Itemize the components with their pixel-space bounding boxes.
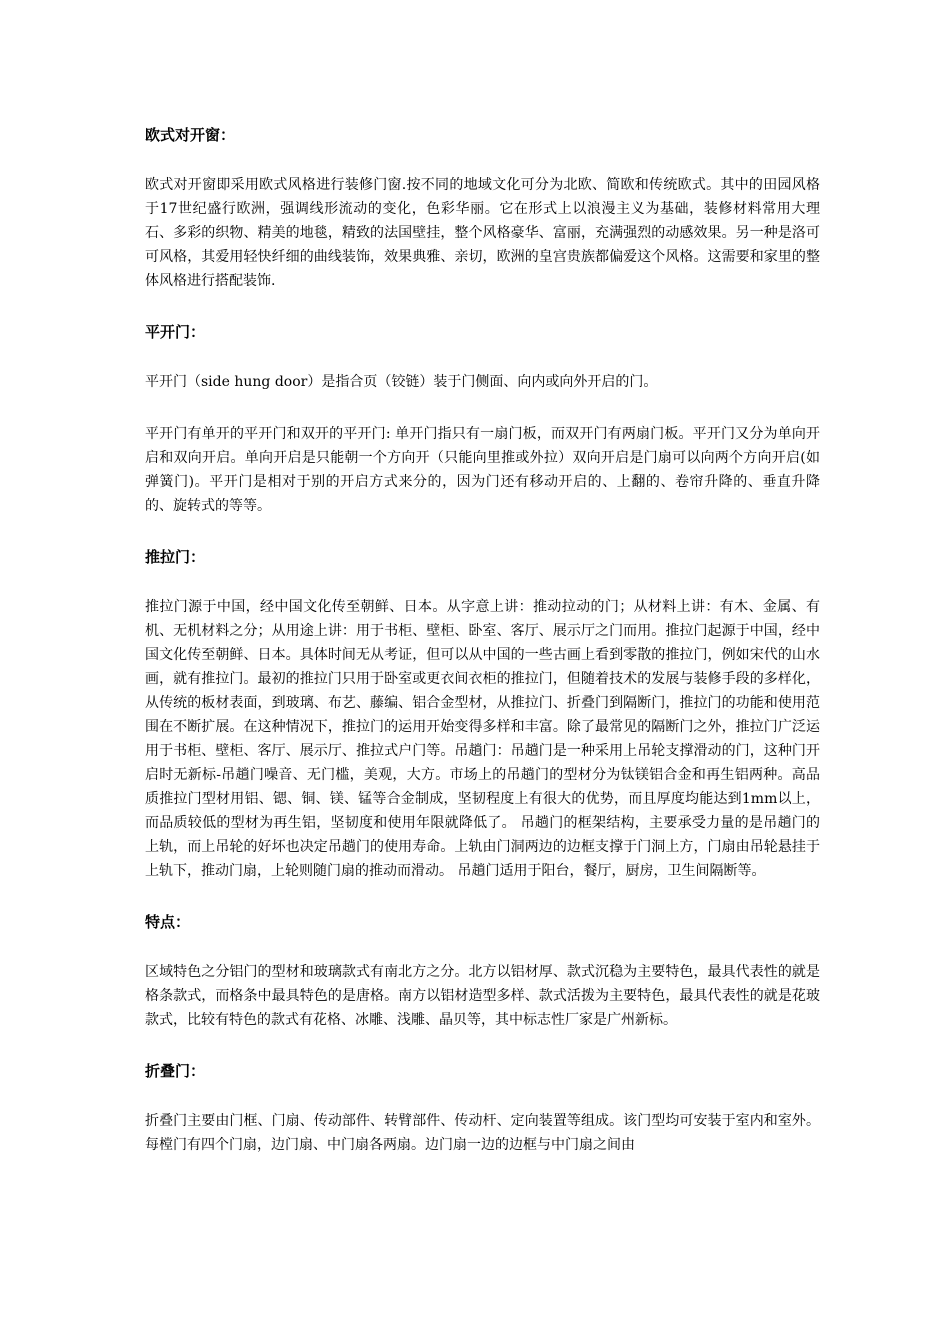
section-features	[145, 911, 820, 1032]
section-paragraph: 平开门有单开的平开门和双开的平开门: 单开门指只有一扇门板，而双开门有两扇门板。平开门又分为单向开启和双向开启。单向开启是只能朝一个方向开（只能向里推或外拉）双向开启是门扇可以向两个方向开启(如弹簧门)。平开门是相对于别的开启方式来分的，因为门还有移动开启的、上翻的、卷帘升降的、垂直升降的、旋转式的等等。	[145, 426, 820, 514]
section-heading: 平开门：	[145, 323, 206, 341]
section-paragraph: 欧式对开窗即采用欧式风格进行装修门窗.按不同的地域文化可分为北欧、简欧和传统欧式。其中的田园风格于17世纪盛行欧洲，强调线形流动的变化，色彩华丽。它在形式上以浪漫主义为基础，装修材料常用大理石、多彩的织物、精美的地毯，精致的法国壁挂，整个风格豪华、富丽，充满强烈的动感效果。另一种是洛可可风格，其爱用轻快纤细的曲线装饰，效果典雅、亲切，欧洲的皇宫贵族都偏爱这个风格。这需要和家里的整体风格进行搭配装饰.	[145, 177, 820, 289]
section-paragraph: 平开门（side hung door）是指合页（铰链）装于门侧面、向内或向外开启的门。	[145, 374, 658, 390]
section-paragraph: 区域特色之分铝门的型材和玻璃款式有南北方之分。北方以铝材厚、款式沉稳为主要特色，最具代表性的就是格条款式，而格条中最具特色的是唐格。南方以铝材造型多样、款式活拨为主要特色，最具代表性的就是花玻款式，比较有特色的款式有花格、冰雕、浅雕、晶贝等，其中标志性厂家是广州新标。	[145, 964, 820, 1028]
section-heading: 特点：	[145, 913, 191, 931]
section-heading: 推拉门：	[145, 548, 206, 566]
section-swing-door	[145, 321, 820, 518]
section-heading: 折叠门：	[145, 1062, 206, 1080]
section-sliding-door	[145, 546, 820, 883]
section-heading: 欧式对开窗：	[145, 126, 236, 144]
section-paragraph: 推拉门源于中国，经中国文化传至朝鲜、日本。从字意上讲：推动拉动的门；从材料上讲：有木、金属、有机、无机材料之分；从用途上讲：用于书柜、壁柜、卧室、客厅、展示厅之门而用。推拉门起源于中国，经中国文化传至朝鲜、日本。具体时间无从考证，但可以从中国的一些古画上看到零散的推拉门，例如宋代的山水画，就有推拉门。最初的推拉门只用于卧室或更衣间衣柜的推拉门，但随着技术的发展与装修手段的多样化，从传统的板材表面，到玻璃、布艺、藤编、铝合金型材，从推拉门、折叠门到隔断门，推拉门的功能和使用范围在不断扩展。在这种情况下，推拉门的运用开始变得多样和丰富。除了最常见的隔断门之外，推拉门广泛运用于书柜、壁柜、客厅、展示厅、推拉式户门等。吊趟门：吊趟门是一种采用上吊轮支撑滑动的门，这种门开启时无新标-吊趟门噪音、无门槛，美观，大方。市场上的吊趟门的型材分为钛镁铝合金和再生铝两种。高品质推拉门型材用铝、锶、铜、镁、锰等合金制成，坚韧程度上有很大的优势，而且厚度均能达到1mm以上，而品质较低的型材为再生铝，坚韧度和使用年限就降低了。 吊趟门的框架结构，主要承受力量的是吊趟门的上轨，而上吊轮的好坏也决定吊趟门的使用寿命。上轨由门洞两边的边框支撑于门洞上方，门扇由吊轮悬挂于上轨下，推动门扇，上轮则随门扇的推动而滑动。 吊趟门适用于阳台，餐厅，厨房，卫生间隔断等。	[145, 599, 820, 879]
section-paragraph: 折叠门主要由门框、门扇、传动部件、转臂部件、传动杆、定向装置等组成。该门型均可安装于室内和室外。每樘门有四个门扇，边门扇、中门扇各两扇。边门扇一边的边框与中门扇之间由	[145, 1113, 820, 1153]
section-european-casement-window	[145, 124, 820, 293]
section-folding-door	[145, 1060, 820, 1157]
